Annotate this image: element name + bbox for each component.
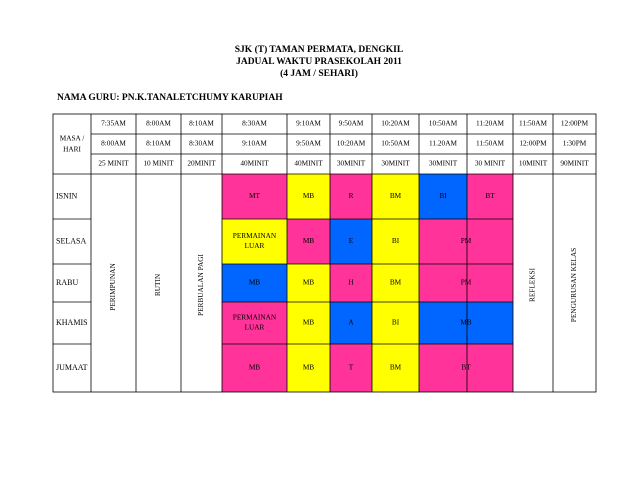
start-time: 7:35AM (101, 118, 126, 128)
end-time: 1:30PM (562, 138, 587, 148)
start-time: 8:10AM (189, 118, 214, 128)
subject-label: MB (248, 362, 261, 372)
end-time: 8:00AM (101, 138, 126, 148)
start-time: 11:20AM (475, 118, 505, 128)
subject-label: E (348, 236, 354, 246)
hours-subtitle: (4 JAM / SEHARI) (280, 69, 358, 79)
duration: 30MINIT (428, 158, 458, 168)
start-time: 12:00PM (560, 118, 589, 128)
school-title: SJK (T) TAMAN PERMATA, DENGKIL (234, 45, 404, 55)
subject-label: LUAR (244, 241, 265, 251)
subject-label: PERMAINAN (232, 312, 277, 322)
timetable-title: JADUAL WAKTU PRASEKOLAH 2011 (236, 57, 402, 67)
end-time: 9:10AM (242, 138, 267, 148)
subject-label: MT (249, 191, 260, 201)
subject-label: MB (460, 317, 472, 327)
end-time: 11.20AM (429, 138, 457, 148)
perbualan-label: PERBUALAN PAGI (196, 254, 206, 316)
end-time: 12:00PM (519, 138, 547, 148)
duration: 30MINIT (381, 158, 410, 168)
masa-hari-label: HARI (63, 144, 81, 154)
masa-hari-label: MASA / (59, 133, 85, 143)
rutin-label: RUTIN (153, 273, 163, 297)
duration: 30MINIT (336, 158, 366, 168)
refleksi-label: REFLEKSI (527, 267, 537, 303)
end-time: 10:20AM (336, 138, 366, 148)
duration: 40MINIT (294, 158, 323, 168)
subject-label: PERMAINAN (232, 231, 277, 241)
end-time: 8:10AM (146, 138, 171, 148)
day-label: JUMAAT (56, 362, 88, 372)
duration: 90MINIT (560, 158, 589, 168)
subject-label: MB (302, 191, 315, 201)
start-time: 11:50AM (518, 118, 548, 128)
subject-label: BI (391, 317, 400, 327)
day-label: ISNIN (56, 191, 78, 201)
duration: 10MINIT (518, 158, 548, 168)
subject-label: BM (389, 277, 402, 287)
subject-label: R (348, 191, 354, 201)
start-time: 10:20AM (381, 118, 410, 128)
subject-label: A (348, 317, 354, 327)
duration: 25 MINIT (98, 158, 129, 168)
day-label: KHAMIS (56, 317, 88, 327)
subject-label: MB (302, 362, 315, 372)
duration: 40MINIT (240, 158, 269, 168)
subject-label: BM (389, 191, 402, 201)
duration: 10 MINIT (143, 158, 174, 168)
subject-label: MB (248, 277, 261, 287)
subject-label: H (348, 277, 354, 287)
teacher-name: NAMA GURU: PN.K.TANALETCHUMY KARUPIAH (57, 93, 283, 103)
subject-label: LUAR (244, 322, 265, 332)
end-time: 9:50AM (296, 138, 321, 148)
subject-label: BT (485, 191, 495, 201)
subject-label: PM (460, 236, 472, 246)
start-time: 9:10AM (296, 118, 321, 128)
end-time: 11:50AM (475, 138, 505, 148)
pengurusan-label: PENGURUSAN KELAS (569, 247, 579, 323)
subject-label: BI (439, 191, 447, 201)
subject-label: MB (302, 236, 315, 246)
day-label: RABU (56, 277, 79, 287)
subject-label: T (348, 362, 354, 372)
day-label: SELASA (56, 236, 87, 246)
subject-label: MB (302, 317, 315, 327)
subject-label: PM (460, 277, 472, 287)
subject-label: MB (302, 277, 315, 287)
start-time: 10:50AM (428, 118, 458, 128)
end-time: 8:30AM (189, 138, 214, 148)
start-time: 8:00AM (146, 118, 171, 128)
perimpunan-label: PERIMPUNAN (108, 263, 118, 311)
duration: 30 MINIT (474, 158, 506, 168)
subject-label: BM (389, 362, 402, 372)
start-time: 9:50AM (338, 118, 364, 128)
end-time: 10:50AM (381, 138, 410, 148)
duration: 20MINIT (187, 158, 216, 168)
start-time: 8:30AM (242, 118, 267, 128)
subject-label: BI (391, 236, 400, 246)
subject-label: BT (461, 362, 471, 372)
